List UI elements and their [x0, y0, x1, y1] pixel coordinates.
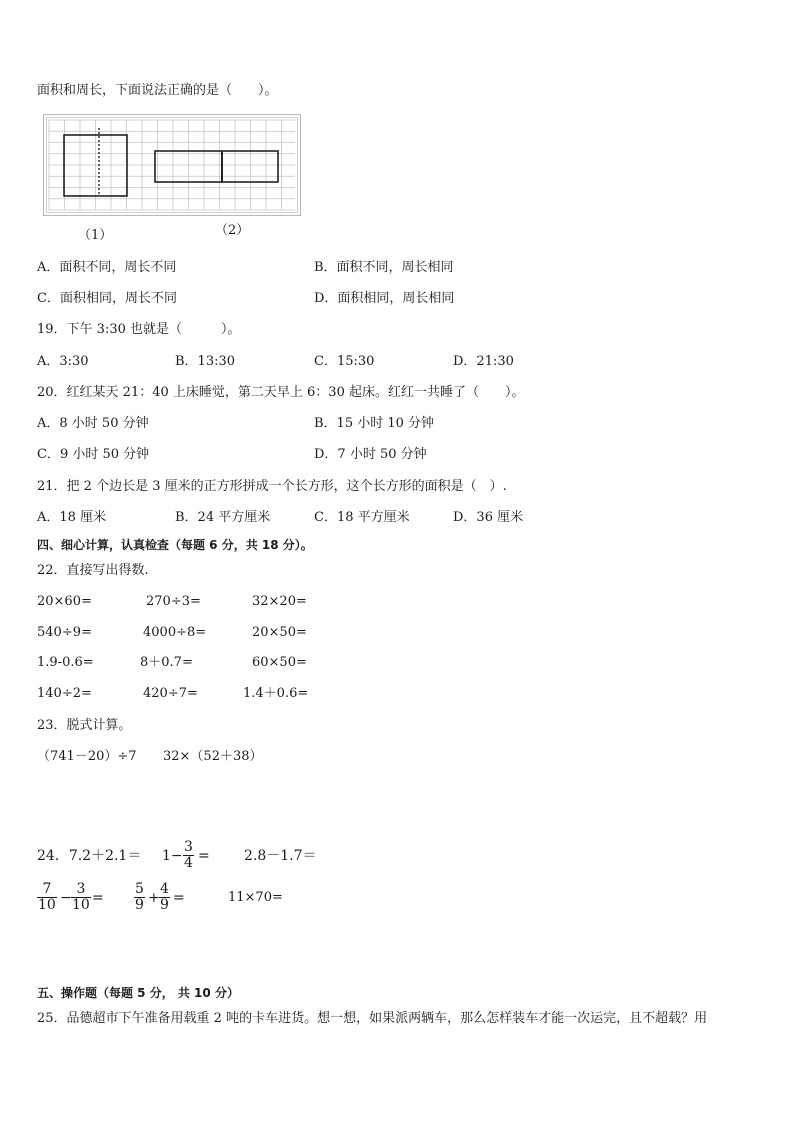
grid-figure — [43, 114, 301, 216]
q21-option-a[interactable]: A．18 厘米 — [37, 510, 107, 525]
q24-e2-prefix: 1− — [162, 848, 183, 864]
q18-option-d[interactable]: D．面积相同，周长相同 — [314, 291, 455, 306]
figure-1-label: （1） — [78, 228, 113, 243]
q19-option-d[interactable]: D．21:30 — [453, 354, 514, 369]
fraction-denominator: 9 — [160, 897, 169, 913]
q21-option-b[interactable]: B．24 平方厘米 — [175, 510, 271, 525]
q24-fraction-2 — [71, 882, 91, 913]
q24-equals-1: = — [92, 890, 104, 906]
q21-stem: 21．把 2 个边长是 3 厘米的正方形拼成一个长方形，这个长方形的面积是（ ）. — [37, 479, 507, 494]
q18-option-b[interactable]: B．面积不同，周长相同 — [314, 260, 454, 275]
q24-minus: − — [60, 890, 72, 906]
q23-stem: 23．脱式计算。 — [37, 718, 132, 733]
q24-fraction-1 — [37, 882, 57, 913]
q22-r3c1: 1.9-0.6= — [37, 655, 94, 670]
q22-r4c1: 140÷2= — [37, 686, 92, 701]
q20-option-c[interactable]: C．9 小时 50 分钟 — [37, 447, 150, 462]
fraction-denominator: 10 — [38, 897, 56, 913]
fraction-numerator: 3 — [184, 839, 193, 855]
q20-option-a[interactable]: A．8 小时 50 分钟 — [37, 416, 149, 431]
q25-stem: 25．品德超市下午准备用载重 2 吨的卡车进货。想一想，如果派两辆车，那么怎样装车才能一次运完，且不超载？用 — [37, 1011, 708, 1026]
q18-stem: 面积和周长，下面说法正确的是（ ）。 — [37, 83, 278, 98]
q21-option-c[interactable]: C．18 平方厘米 — [314, 510, 410, 525]
q24-expression-4: 11×70= — [228, 890, 283, 905]
section-5-heading: 五、操作题（每题 5 分， 共 10 分） — [37, 986, 239, 1000]
figure-2-rectangle — [155, 151, 278, 182]
q23-expression-1: （741－20）÷7 — [37, 749, 137, 764]
q22-r3c2: 8＋0.7= — [140, 655, 193, 670]
fraction-numerator: 7 — [37, 882, 57, 898]
fraction-numerator: 4 — [160, 881, 169, 897]
fraction-numerator: 5 — [135, 881, 144, 897]
q19-option-b[interactable]: B．13:30 — [175, 354, 236, 369]
q18-option-a[interactable]: A．面积不同，周长不同 — [37, 260, 177, 275]
fraction-denominator: 10 — [72, 897, 90, 913]
q22-r1c2: 270÷3= — [146, 594, 201, 609]
q21-option-d[interactable]: D．36 厘米 — [453, 510, 524, 525]
q22-r2c1: 540÷9= — [37, 625, 92, 640]
section-4-heading: 四、细心计算，认真检查（每题 6 分，共 18 分）。 — [37, 538, 313, 552]
q22-r2c3: 20×50= — [252, 625, 307, 640]
q22-stem: 22．直接写出得数. — [37, 563, 149, 578]
figure-2-label: （2） — [215, 223, 250, 238]
q24-plus: + — [148, 890, 160, 906]
q19-option-c[interactable]: C．15:30 — [314, 354, 375, 369]
q19-option-a[interactable]: A．3:30 — [37, 354, 89, 369]
q24-e2-fraction — [183, 840, 194, 871]
fraction-numerator: 3 — [71, 882, 91, 898]
q24-expression-3: 2.8－1.7＝ — [244, 848, 317, 864]
q24-e2-equals: = — [198, 848, 210, 864]
q22-r1c3: 32×20= — [252, 594, 307, 609]
q19-stem: 19．下午 3:30 也就是（ ）。 — [37, 322, 241, 337]
q22-r4c3: 1.4＋0.6= — [243, 686, 309, 701]
q23-expression-2: 32×（52＋38） — [163, 749, 263, 764]
q22-r1c1: 20×60= — [37, 594, 92, 609]
fraction-denominator: 9 — [135, 897, 144, 913]
q24-fraction-3 — [134, 882, 145, 913]
q20-option-b[interactable]: B．15 小时 10 分钟 — [314, 416, 435, 431]
q22-r3c3: 60×50= — [252, 655, 307, 670]
fraction-denominator: 4 — [184, 855, 193, 871]
q20-option-d[interactable]: D．7 小时 50 分钟 — [314, 447, 427, 462]
q24-expression-1: 24．7.2＋2.1＝ — [37, 848, 142, 864]
q22-r2c2: 4000÷8= — [143, 625, 207, 640]
q22-r4c2: 420÷7= — [143, 686, 198, 701]
q20-stem: 20．红红某天 21：40 上床睡觉，第二天早上 6：30 起床。红红一共睡了（ ）。 — [37, 385, 525, 400]
q24-equals-2: = — [173, 890, 185, 906]
q18-option-c[interactable]: C．面积相同，周长不同 — [37, 291, 177, 306]
q24-fraction-4 — [159, 882, 170, 913]
